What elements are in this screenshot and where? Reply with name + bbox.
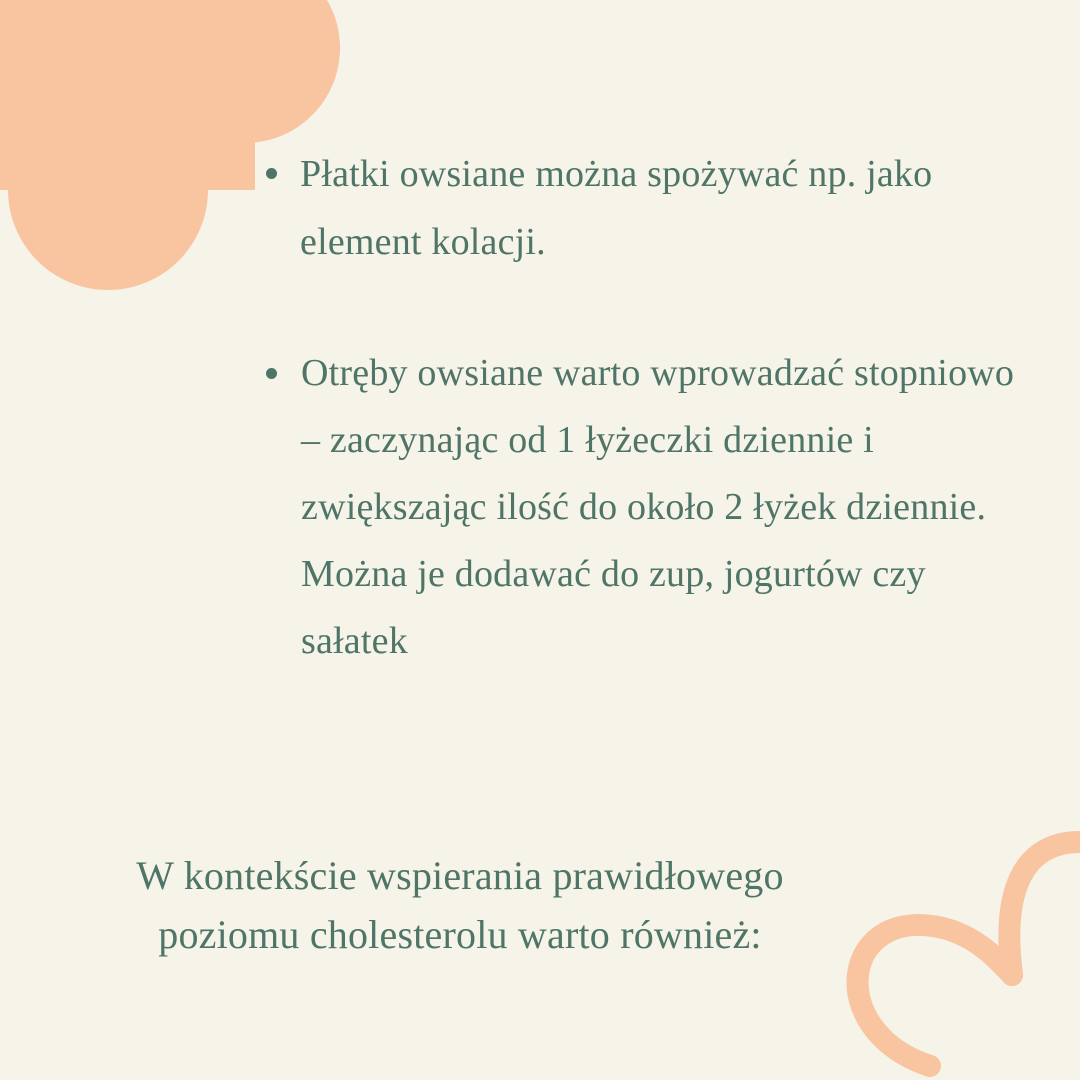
bullet-text: Płatki owsiane można spożywać np. jako element kolacji. bbox=[300, 153, 933, 263]
bullet-text: Otręby owsiane warto wprowadzać stopniowo – zaczynając od 1 łyżeczki dziennie i zwiększając ilość do około 2 łyżek dziennie. Można je dodawać do zup, jogurtów czy sałatek bbox=[301, 352, 1015, 662]
bullet-dot-icon bbox=[266, 168, 277, 179]
bottom-right-arc-shape bbox=[857, 842, 1080, 1066]
bullet-dot-icon bbox=[266, 368, 277, 379]
bullet-item-2 bbox=[266, 340, 1046, 675]
bullet-item-1 bbox=[266, 140, 1006, 276]
closing-text: W kontekście wspierania prawidłowego poziomu cholesterolu warto również: bbox=[136, 853, 784, 957]
